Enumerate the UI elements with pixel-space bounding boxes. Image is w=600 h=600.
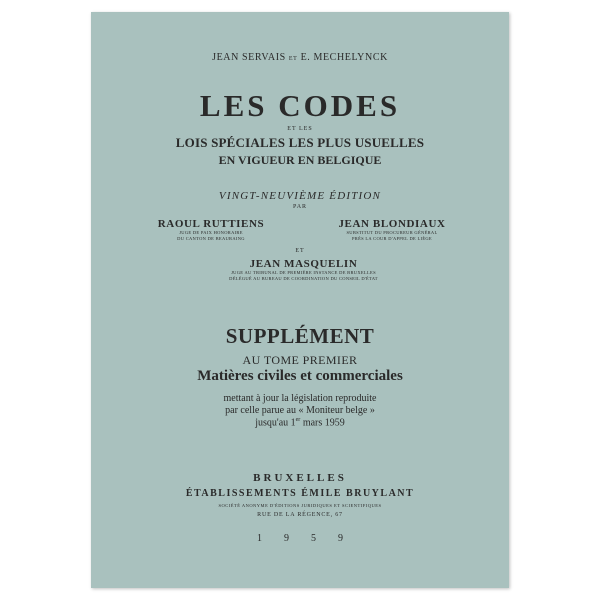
author-first: JEAN SERVAIS [212, 52, 286, 63]
publication-year: 1959 [257, 533, 365, 544]
subtitle-line2: EN VIGUEUR EN BELGIQUE [218, 153, 382, 167]
editor-ruttiens [136, 218, 286, 242]
authors-et: ET [288, 56, 298, 62]
et-les: ET LES [287, 126, 313, 132]
address: RUE DE LA RÉGENCE, 67 [257, 512, 343, 518]
book-cover [91, 12, 509, 588]
matieres-line: Matières civiles et commerciales [197, 368, 403, 384]
publisher: ÉTABLISSEMENTS ÉMILE BRUYLANT [185, 488, 415, 499]
editor-masquelin [171, 258, 436, 282]
editor-name: RAOUL RUTTIENS [157, 218, 265, 230]
book-title: LES CODES [199, 88, 401, 123]
society: SOCIÉTÉ ANONYME D'ÉDITIONS JURIDIQUES ET SCIENTIFIQUES [218, 503, 382, 508]
update-line1: mettant à jour la législation reproduite [223, 393, 377, 404]
update-line3 [91, 417, 509, 428]
par: PAR [292, 204, 308, 210]
editor-role-line1: SUBSTITUT DU PROCUREUR GÉNÉRAL [346, 230, 438, 235]
et-separator: ET [295, 248, 305, 254]
editor-name: JEAN BLONDIAUX [338, 218, 446, 230]
update-date-pre: jusqu'au 1 [255, 417, 296, 429]
update-date-post: mars 1959 [300, 417, 345, 429]
author-second: E. MECHELYNCK [300, 52, 388, 63]
editor-role-line1: JUGE AU TRIBUNAL DE PREMIÈRE INSTANCE DE BRUXELLES [231, 270, 376, 275]
update-date-sup: er [295, 417, 301, 423]
editor-role-line2: DÉLÉGUÉ AU BUREAU DE COORDINATION DU CONSEIL D'ÉTAT [229, 276, 378, 281]
authors-line [91, 52, 509, 63]
editor-role-line2: DU CANTON DE BEAURAING [177, 236, 245, 241]
editor-role-line2: PRÈS LA COUR D'APPEL DE LIÈGE [352, 236, 432, 241]
city: BRUXELLES [253, 472, 347, 484]
edition: VINGT-NEUVIÈME ÉDITION [218, 190, 382, 202]
supplement-heading: SUPPLÉMENT [225, 324, 375, 348]
tome-line: AU TOME PREMIER [242, 353, 358, 367]
editor-name: JEAN MASQUELIN [249, 258, 358, 270]
update-line2: par celle parue au « Moniteur belge » [225, 405, 375, 416]
editor-blondiaux [307, 218, 477, 242]
editor-role-line1: JUGE DE PAIX HONORAIRE [179, 230, 243, 235]
subtitle-line1: LOIS SPÉCIALES LES PLUS USUELLES [175, 135, 425, 150]
